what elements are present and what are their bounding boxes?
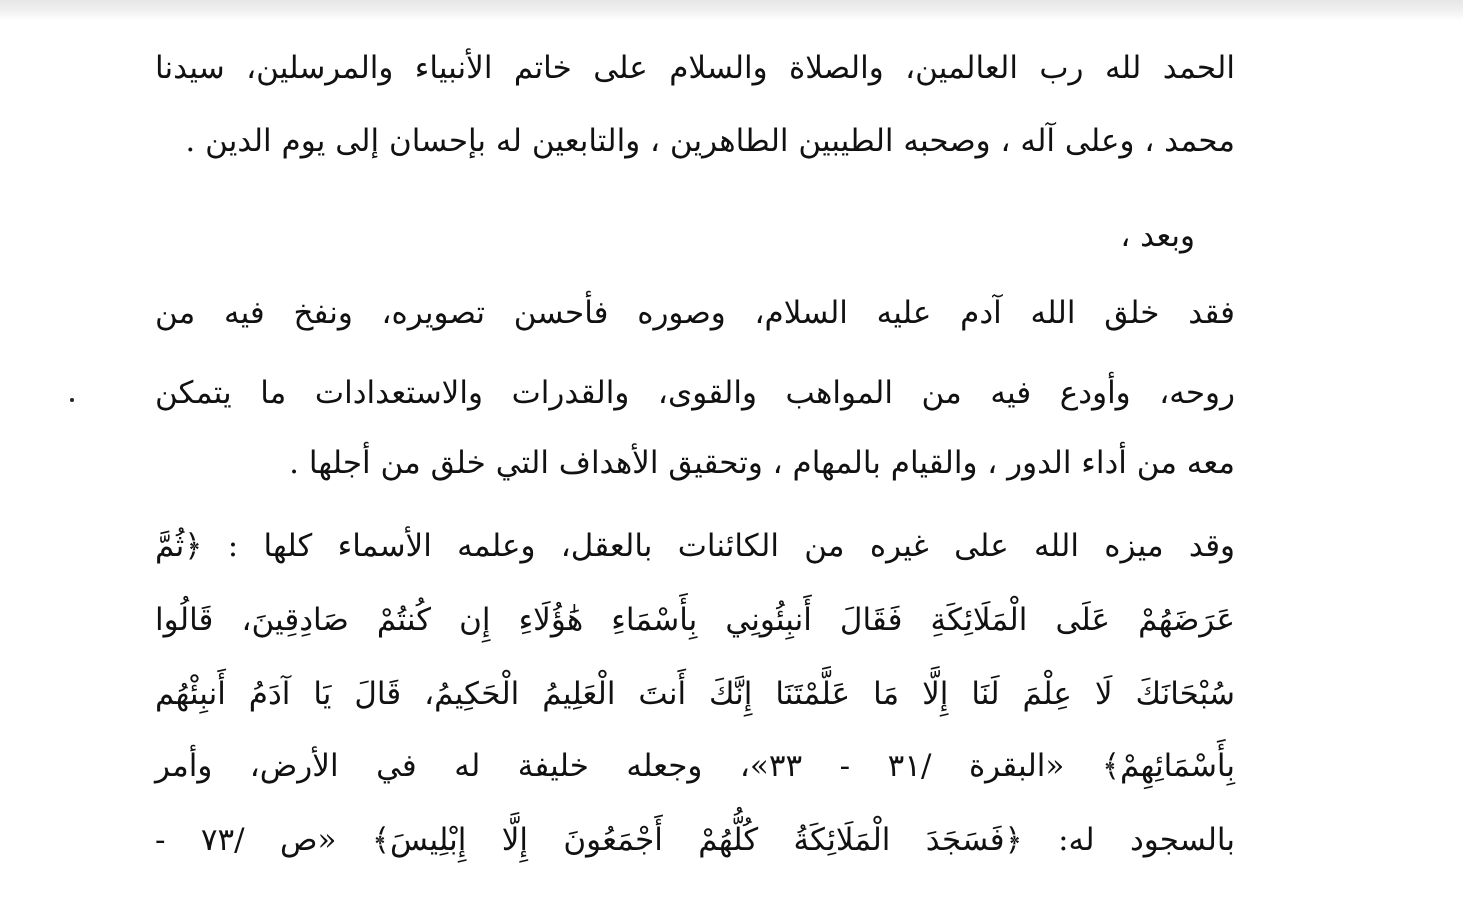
document-page xyxy=(145,20,1245,900)
text-line-9: سُبْحَانَكَ لَا عِلْمَ لَنَا إِلَّا مَا عَلَّمْتَنَا إِنَّكَ أَنتَ الْعَلِيمُ الْحَكِيمُ، قَالَ يَا آدَمُ أَنبِئْهُم xyxy=(155,676,1235,712)
text-line-4: فقد خلق الله آدم عليه السلام، وصوره فأحسن تصويره، ونفخ فيه من xyxy=(155,295,1235,331)
text-line-2: محمد ، وعلى آله ، وصحبه الطيبين الطاهرين ، والتابعين له بإحسان إلى يوم الدين . xyxy=(185,123,1235,159)
text-line-7: وقد ميزه الله على غيره من الكائنات بالعقل، وعلمه الأسماء كلها : ﴿ثُمَّ xyxy=(155,528,1235,564)
text-line-11: بالسجود له: ﴿فَسَجَدَ الْمَلَائِكَةُ كُلُّهُمْ أَجْمَعُونَ إِلَّا إِبْلِيسَ﴾ «ص /٧٣ - xyxy=(155,822,1235,858)
text-line-10: بِأَسْمَائِهِمْ﴾ «البقرة /٣١ - ٣٣»، وجعله خليفة له في الأرض، وأمر xyxy=(155,748,1235,784)
scan-speck xyxy=(70,398,74,402)
text-line-1: الحمد لله رب العالمين، والصلاة والسلام على خاتم الأنبياء والمرسلين، سيدنا xyxy=(155,50,1235,86)
text-line-5: روحه، وأودع فيه من المواهب والقوى، والقدرات والاستعدادات ما يتمكن xyxy=(155,375,1235,411)
text-line-3: وبعد ، xyxy=(1120,218,1195,254)
text-line-6: معه من أداء الدور ، والقيام بالمهام ، وتحقيق الأهداف التي خلق من أجلها . xyxy=(289,445,1235,481)
text-line-8: عَرَضَهُمْ عَلَى الْمَلَائِكَةِ فَقَالَ أَنبِئُونِي بِأَسْمَاءِ هَٰؤُلَاءِ إِن كُنتُمْ صَادِقِينَ، قَالُوا xyxy=(155,602,1235,638)
viewer-top-bar xyxy=(0,0,1463,20)
